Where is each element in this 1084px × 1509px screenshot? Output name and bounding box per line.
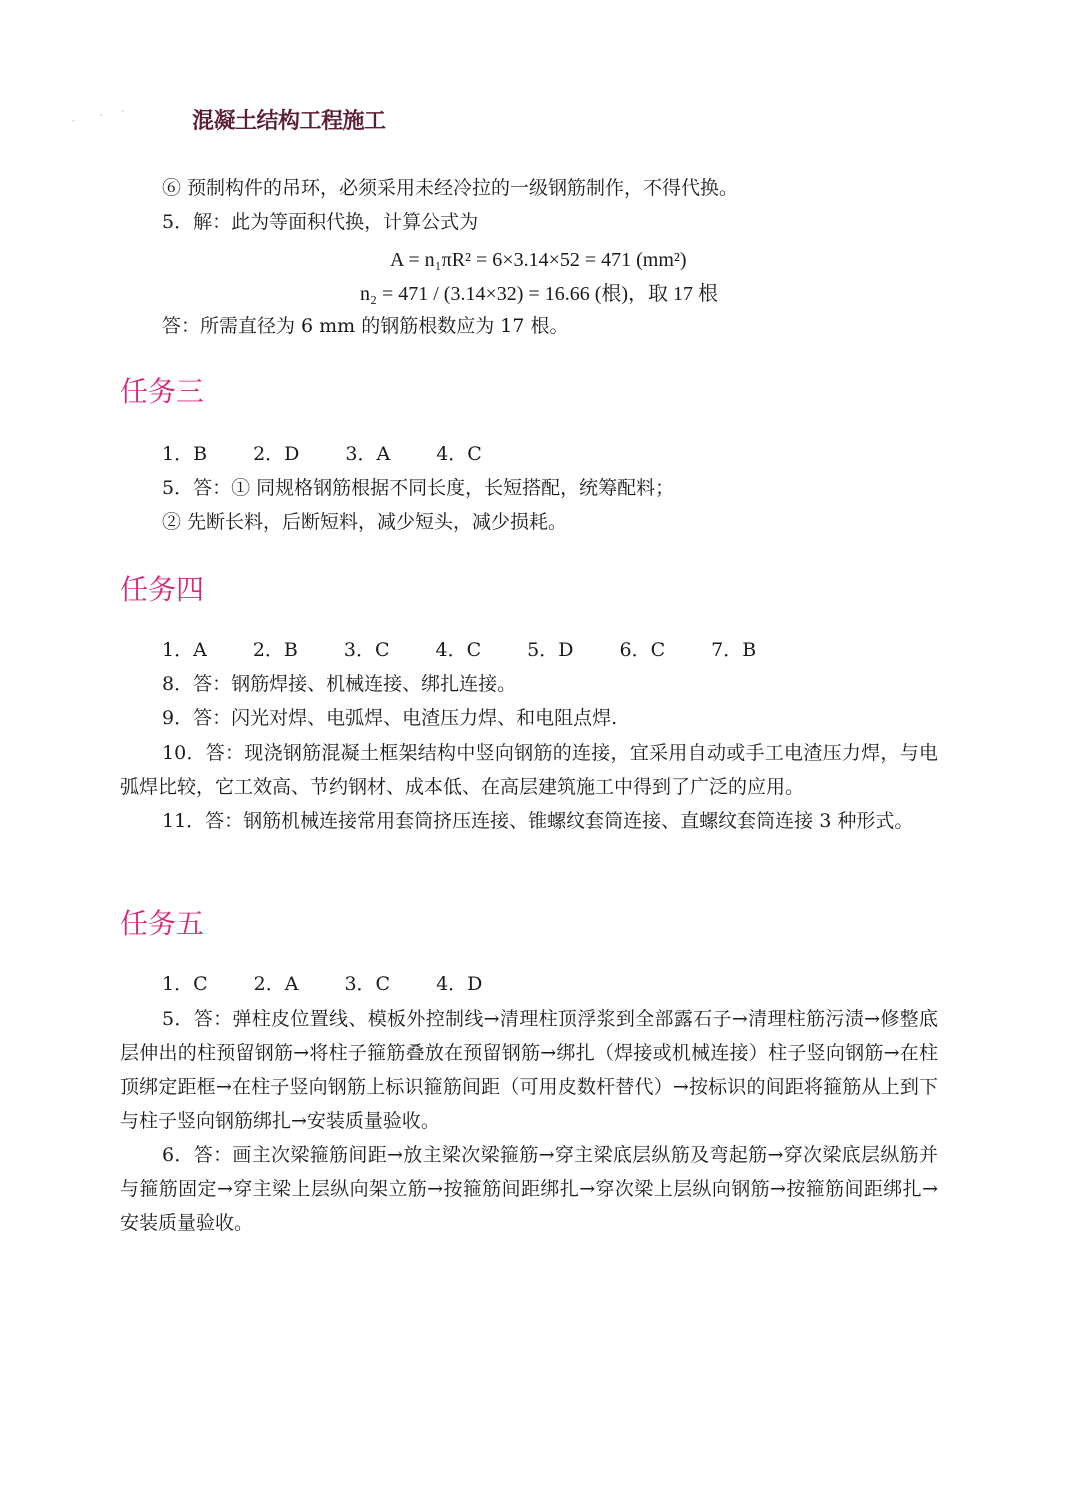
section-heading-task3: 任务三 [120, 375, 205, 408]
task4-q11: 11．答：钢筋机械连接常用套筒挤压连接、锥螺纹套筒连接、直螺纹套筒连接 3 种形式。 [162, 810, 914, 832]
task3-choice-answers [162, 442, 528, 466]
task4-choice-answers [162, 638, 802, 662]
choice-answer: 4．D [436, 973, 483, 995]
choice-answer: 3．C [344, 973, 391, 995]
formula-count: n₂ = 471 / (3.14×32) = 16.66 (根)，取 17 根 [360, 283, 719, 305]
choice-answer: 4．C [435, 639, 482, 661]
choice-answer: 3．A [345, 443, 391, 465]
choice-answer: 3．C [343, 639, 390, 661]
choice-answer: 6．C [619, 639, 666, 661]
item-5-intro: 5．解：此为等面积代换，计算公式为 [162, 211, 479, 233]
task4-q10: 10．答：现浇钢筋混凝土框架结构中竖向钢筋的连接，宜采用自动或手工电渣压力焊，与电弧焊比较，它工效高、节约钢材、成本低、在高层建筑施工中得到了广泛的应用。 [120, 742, 938, 798]
task5-q6: 6．答：画主次梁箍筋间距→放主梁次梁箍筋→穿主梁底层纵筋及弯起筋→穿次梁底层纵筋并与箍筋固定→穿主梁上层纵向架立筋→按箍筋间距绑扎→穿次梁上层纵向钢筋→按箍筋间距绑扎→安装质量验收。 [120, 1144, 938, 1234]
book-title-header: 混凝土结构工程施工 [192, 109, 386, 134]
task3-q5-line1: 5．答：① 同规格钢筋根据不同长度，长短搭配，统筹配料； [162, 477, 675, 499]
task5-choice-answers [162, 972, 528, 996]
item-5-answer: 答：所需直径为 6 mm 的钢筋根数应为 17 根。 [162, 315, 569, 337]
choice-answer: 4．C [436, 443, 482, 465]
section-heading-task5: 任务五 [120, 907, 205, 940]
task5-q5: 5．答：弹柱皮位置线、模板外控制线→清理柱顶浮浆到全部露石子→清理柱筋污渍→修整底层伸出的柱预留钢筋→将柱子箍筋叠放在预留钢筋→绑扎（焊接或机械连接）柱子竖向钢筋→在柱顶绑定距框→在柱子竖向钢筋上标识箍筋间距（可用皮数杆替代）→按标识的间距将箍筋从上到下与柱子竖向钢筋绑扎→安装质量验收。 [120, 1008, 938, 1132]
choice-answer: 5．D [527, 639, 574, 661]
choice-answer: 1．B [162, 443, 208, 465]
item-6-text: ⑥ 预制构件的吊环，必须采用未经冷拉的一级钢筋制作，不得代换。 [162, 177, 739, 199]
formula-area: A = n₁πR² = 6×3.14×52 = 471 (mm²) [390, 249, 687, 271]
choice-answer: 7．B [711, 639, 757, 661]
scan-specks [70, 108, 140, 126]
choice-answer: 1．C [162, 973, 208, 995]
choice-answer: 1．A [162, 639, 207, 661]
choice-answer: 2．A [253, 973, 299, 995]
choice-answer: 2．B [252, 639, 298, 661]
choice-answer: 2．D [253, 443, 300, 465]
task3-q5-line2: ② 先断长料，后断短料，减少短头，减少损耗。 [162, 511, 568, 533]
task4-q9: 9．答：闪光对焊、电弧焊、电渣压力焊、和电阻点焊. [162, 707, 618, 729]
section-heading-task4: 任务四 [120, 573, 205, 606]
task4-q8: 8．答：钢筋焊接、机械连接、绑扎连接。 [162, 673, 517, 695]
